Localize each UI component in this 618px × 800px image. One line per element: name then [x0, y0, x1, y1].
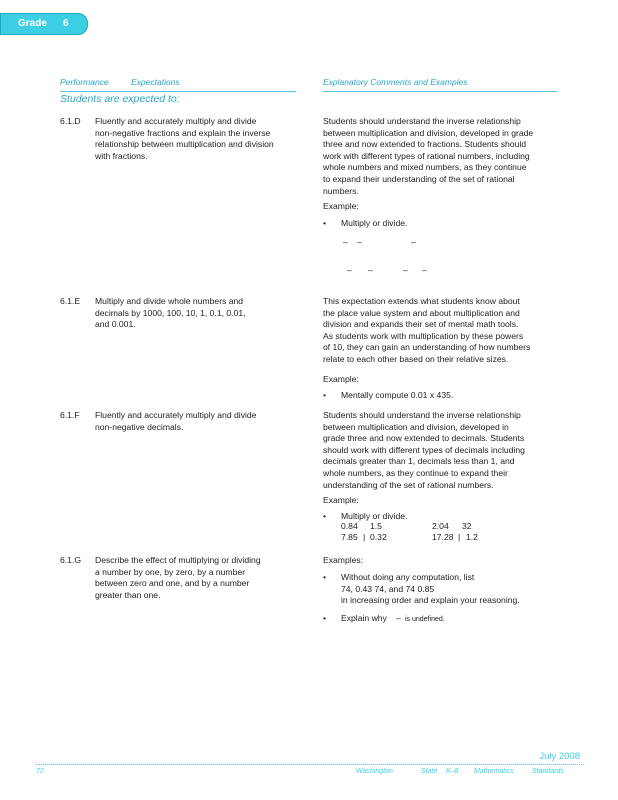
bullet-text-tail: is undefined. [405, 616, 445, 623]
calc-value: 7.85 [341, 532, 358, 542]
perf-6-1-d [95, 116, 310, 162]
bullet-text: Multiply or divide. [341, 511, 408, 521]
calc-value: 1.5 [370, 521, 382, 531]
calc-value: 32 [462, 521, 472, 531]
division-bar: | [458, 532, 461, 542]
bullet: • [323, 613, 327, 623]
perf-line: and 0.001. [95, 319, 136, 330]
fraction-bar: – [403, 265, 408, 275]
perf-line: Fluently and accurately multiply and divide [95, 116, 257, 126]
perf-line: Describe the effect of multiplying or dividing [95, 555, 261, 565]
expl-6-1-d [323, 116, 563, 197]
perf-line: non-negative decimals. [95, 421, 184, 432]
expl-line: whole numbers, as they continue to expand their [323, 467, 508, 478]
calc-value: 1.2 [466, 532, 478, 542]
header-explanatory: Explanatory Comments and Examples [323, 77, 468, 87]
perf-line: Fluently and accurately multiply and divide [95, 410, 257, 420]
fraction-bar: – [422, 265, 427, 275]
perf-line: between zero and one, and by a number [95, 578, 250, 589]
bullet-text: Multiply or divide. [341, 218, 408, 228]
grade-number: 6 [63, 18, 69, 29]
expl-6-1-e [323, 296, 563, 366]
footer-word: Washington [356, 768, 393, 775]
expl-line: the place value system and about multiplication and [323, 307, 520, 318]
footer-word: K–8 [446, 768, 459, 775]
bullet-text: Mentally compute 0.01 x 435. [341, 390, 454, 400]
footer-word: Mathematics [474, 768, 514, 775]
expl-6-1-f [323, 410, 563, 491]
expl-line: As students work with multiplication by these powers [323, 330, 524, 341]
expl-line: understanding of the set of rational numbers. [323, 479, 494, 490]
perf-line: Multiply and divide whole numbers and [95, 296, 244, 306]
perf-6-1-e [95, 296, 310, 331]
header-rule-right [323, 91, 557, 92]
header-expectations: Expectations [131, 77, 180, 87]
expl-line: between multiplication and division, developed in grade [323, 127, 534, 138]
fraction-bar: – [343, 237, 348, 247]
code-6-1-d: 6.1.D [60, 116, 81, 126]
fraction-bar: – [347, 265, 352, 275]
expl-line: relate to each other based on their relative sizes. [323, 353, 509, 364]
expl-line: division and expands their set of mental math tools. [323, 319, 519, 330]
expl-line: grade three and now extended to decimals. Students [323, 433, 525, 444]
perf-line: greater than one. [95, 589, 161, 600]
fraction-bar: – [411, 237, 416, 247]
grade-tab [0, 13, 88, 35]
examples-label: Examples: [323, 555, 364, 565]
example-label: Example: [323, 201, 359, 211]
division-bar: | [363, 532, 366, 542]
expl-line: Students should understand the inverse relationship [323, 116, 521, 126]
calc-value: 0.84 [341, 521, 358, 531]
footer-word: Standards [532, 768, 564, 775]
calc-value: 0.32 [370, 532, 387, 542]
perf-6-1-g [95, 555, 310, 601]
header-rule-left [60, 91, 296, 92]
expl-line: numbers. [323, 185, 359, 196]
footer-rule [36, 764, 584, 765]
expl-line: Students should understand the inverse relationship [323, 410, 521, 420]
code-6-1-g: 6.1.G [60, 555, 82, 565]
perf-line: non-negative fractions and explain the inverse [95, 127, 271, 138]
bullet-line: Without doing any computation, list [341, 572, 475, 582]
perf-line: decimals by 1000, 100, 10, 1, 0.1, 0.01, [95, 307, 246, 318]
code-6-1-f: 6.1.F [60, 410, 80, 420]
code-6-1-e: 6.1.E [60, 296, 81, 306]
bullet-line: 74, 0.43 74, and 74 0.85 [341, 583, 435, 594]
calc-value: 17.28 [432, 532, 454, 542]
expl-line: decimals greater than 1, decimals less than 1, and [323, 456, 515, 467]
fraction-bar: – [396, 613, 401, 623]
bullet: • [323, 572, 327, 582]
bullet: • [323, 218, 327, 228]
example-label: Example: [323, 495, 359, 505]
example-label: Example: [323, 374, 359, 384]
bullet: • [323, 511, 327, 521]
expl-line: This expectation extends what students know about [323, 296, 520, 306]
expl-line: between multiplication and division, developed in [323, 421, 509, 432]
expl-line: of 10, they can gain an understanding of how numbers [323, 342, 531, 353]
expl-line: whole numbers and mixed numbers, as they continue [323, 162, 527, 173]
perf-line: with fractions. [95, 150, 148, 161]
calc-value: 2.04 [432, 521, 449, 531]
expl-line: work with different types of rational numbers, including [323, 150, 530, 161]
footer-date: July 2008 [539, 751, 580, 762]
expl-line: to expand their understanding of the set of rational [323, 173, 515, 184]
perf-line: relationship between multiplication and division [95, 139, 274, 150]
page-number: 72 [36, 768, 44, 775]
expl-line: should work with different types of decimals including [323, 444, 525, 455]
footer-word: State [421, 768, 438, 775]
students-expected: Students are expected to: [60, 93, 180, 105]
bullet-line: in increasing order and explain your reasoning. [341, 595, 520, 606]
perf-line: a number by one, by zero, by a number [95, 566, 245, 577]
perf-6-1-f [95, 410, 310, 433]
bullet: • [323, 390, 327, 400]
bullet-text-explain: Explain why [341, 613, 387, 623]
grade-label: Grade [18, 18, 47, 29]
expl-line: three and now extended to fractions. Students should [323, 139, 527, 150]
bullet-text [341, 572, 520, 607]
fraction-bar: – [368, 265, 373, 275]
header-performance: Performance [60, 77, 109, 87]
fraction-bar: – [357, 237, 362, 247]
